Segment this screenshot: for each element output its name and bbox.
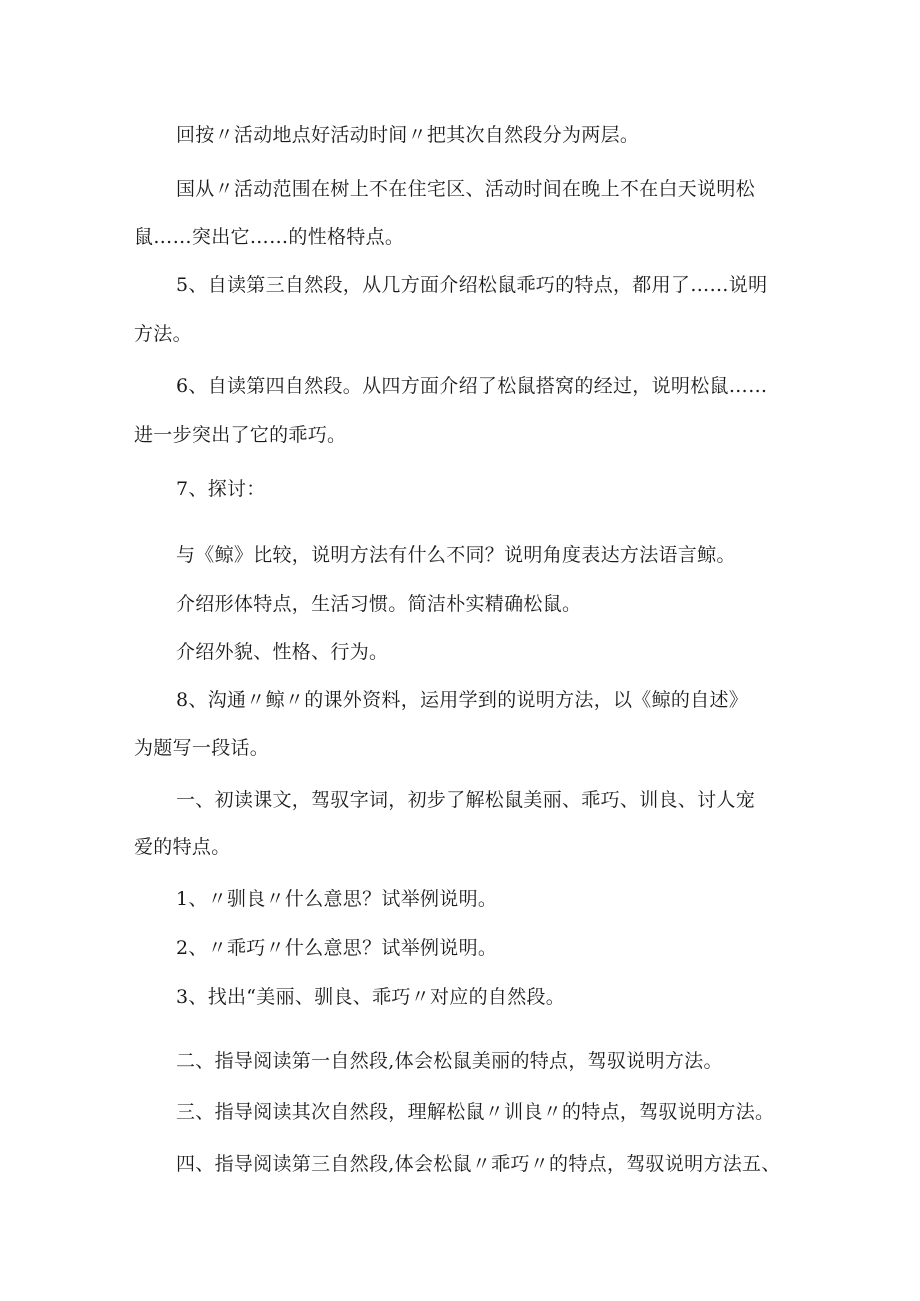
text-line-17: 2、〃乖巧〃什么意思？试举例说明。: [176, 937, 498, 959]
text-line-10: 介绍形体特点，生活习惯。简洁朴实精确松鼠。: [176, 593, 582, 615]
text-line-13: 为题写一段话。: [134, 737, 270, 759]
text-line-8: 7、探讨：: [176, 478, 266, 500]
text-line-12: 8、沟通〃鲸〃的课外资料，运用学到的说明方法，以《鲸的自述》: [176, 689, 749, 711]
text-line-11: 介绍外貌、性格、行为。: [176, 641, 389, 663]
text-line-6: 6、自读第四自然段。从四方面介绍了松鼠搭窝的经过，说明松鼠……: [176, 375, 768, 397]
text-line-18: 3、找出“美丽、驯良、乖巧〃对应的自然段。: [176, 986, 566, 1008]
text-line-1: 回按〃活动地点好活动时间〃把其次自然段分为两层。: [176, 124, 640, 146]
text-line-3: 鼠……突出它……的性格特点。: [134, 226, 405, 248]
text-line-15: 爱的特点。: [134, 836, 231, 858]
text-line-7: 进一步突出了它的乖巧。: [134, 424, 347, 446]
text-line-21: 四、指导阅读第三自然段,体会松鼠〃乖巧〃的特点，驾驭说明方法五、: [176, 1153, 781, 1175]
text-line-9: 与《鲸》比较，说明方法有什么不同？说明角度表达方法语言鲸。: [176, 544, 736, 566]
text-line-5: 方法。: [134, 323, 192, 345]
text-line-14: 一、初读课文，驾驭字词，初步了解松鼠美丽、乖巧、训良、讨人宠: [176, 789, 756, 811]
text-line-16: 1、〃驯良〃什么意思？试举例说明。: [176, 888, 498, 910]
text-line-19: 二、指导阅读第一自然段,体会松鼠美丽的特点，驾驭说明方法。: [176, 1050, 723, 1072]
text-line-2: 国从〃活动范围在树上不在住宅区、活动时间在晚上不在白天说明松: [176, 178, 756, 200]
text-line-20: 三、指导阅读其次自然段，理解松鼠〃训良〃的特点，驾驭说明方法。: [176, 1101, 775, 1123]
text-line-4: 5、自读第三自然段，从几方面介绍松鼠乖巧的特点，都用了……说明: [176, 274, 768, 296]
